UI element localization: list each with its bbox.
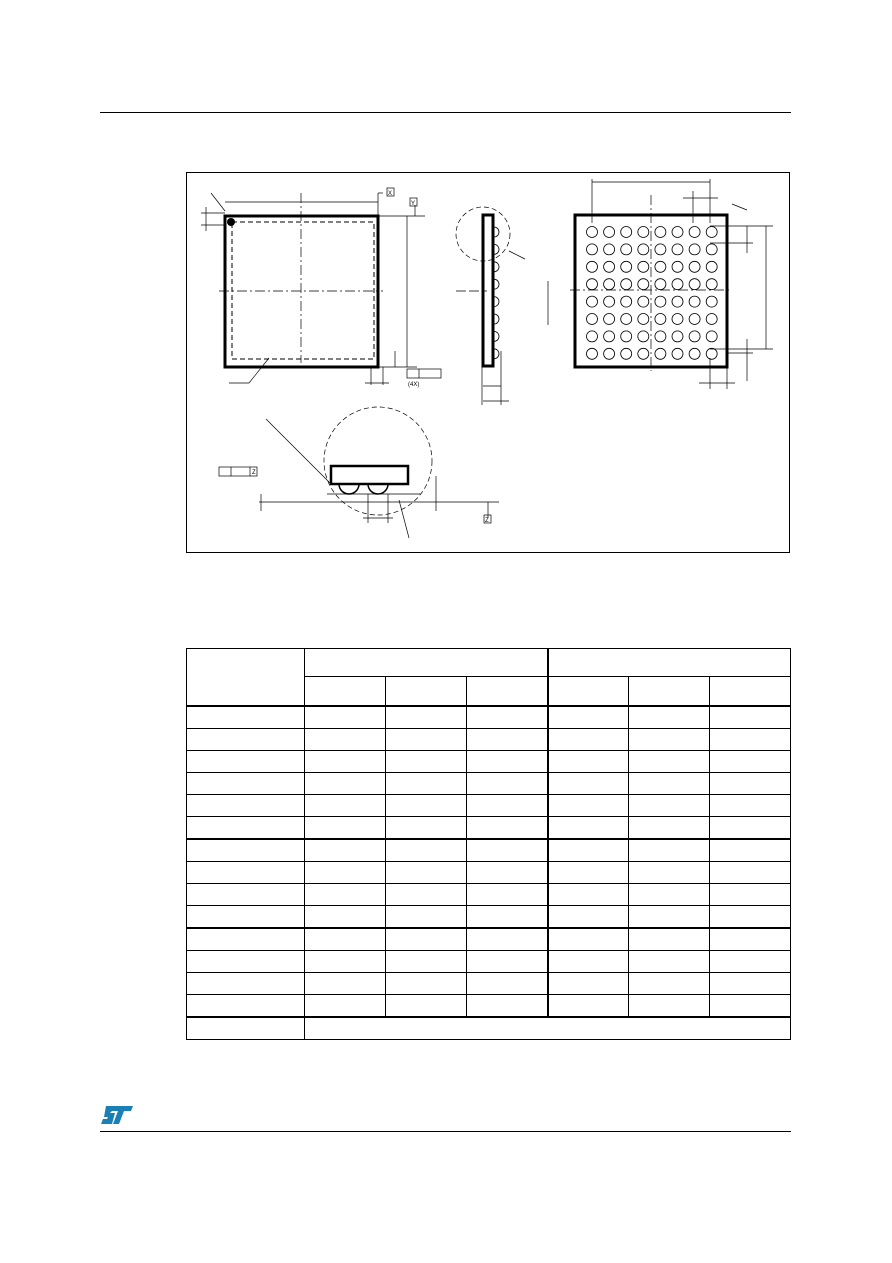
table-value-cell (386, 706, 467, 729)
table-value-cell (305, 973, 386, 995)
table-row (187, 862, 791, 884)
detail-view-circle (324, 407, 432, 515)
table-value-cell (629, 906, 710, 929)
table-value-cell (629, 951, 710, 973)
ball-r7-c3 (621, 331, 632, 342)
table-value-cell (305, 817, 386, 840)
table-value-cell (710, 773, 791, 795)
table-symbol-cell (187, 817, 305, 840)
ball-r5-c3 (621, 296, 632, 307)
table-value-cell (305, 839, 386, 862)
side-ball-7 (494, 331, 499, 341)
ball-r4-c7 (689, 279, 700, 290)
ball-r1-c2 (604, 227, 615, 238)
table-value-cell (710, 795, 791, 817)
table-value-cell (710, 706, 791, 729)
table-symbol-cell (187, 773, 305, 795)
ball-r5-c6 (672, 296, 683, 307)
table-value-cell (386, 839, 467, 862)
table-row (187, 706, 791, 729)
table-value-cell (386, 773, 467, 795)
st-logo (100, 1104, 134, 1126)
ball-r2-c6 (672, 244, 683, 255)
table-value-cell (548, 862, 629, 884)
table-value-cell (710, 862, 791, 884)
ball-r1-c7 (689, 227, 700, 238)
table-symbol-cell (187, 951, 305, 973)
table-value-cell (305, 706, 386, 729)
table-value-cell (386, 795, 467, 817)
ball-r4-c4 (638, 279, 649, 290)
table-value-cell (548, 706, 629, 729)
ball-r6-c3 (621, 314, 632, 325)
ball-r8-c8 (706, 348, 717, 359)
table-symbol-cell (187, 995, 305, 1018)
table-value-cell (710, 906, 791, 929)
ball-r1-c1 (587, 227, 598, 238)
ball-r5-c8 (706, 296, 717, 307)
table-value-cell (386, 884, 467, 906)
table-value-cell (305, 884, 386, 906)
side-ball-8 (494, 349, 499, 359)
ball-r5-c2 (604, 296, 615, 307)
table-value-cell (629, 773, 710, 795)
table-symbol-cell (187, 839, 305, 862)
table-value-cell (629, 706, 710, 729)
table-value-cell (710, 751, 791, 773)
table-symbol-cell (187, 862, 305, 884)
table-note-cell (305, 1017, 791, 1040)
ball-r6-c4 (638, 314, 649, 325)
ball-r3-c1 (587, 261, 598, 272)
table-symbol-cell (187, 751, 305, 773)
ball-r6-c7 (689, 314, 700, 325)
table-value-cell (548, 839, 629, 862)
detail-view-body (331, 466, 408, 484)
table-value-cell (548, 928, 629, 951)
ball-r3-c7 (689, 261, 700, 272)
bottom-view-ball-grid (587, 227, 718, 360)
table-value-cell (710, 951, 791, 973)
table-value-cell (629, 817, 710, 840)
ball-r6-c5 (655, 314, 666, 325)
ball-r1-c5 (655, 227, 666, 238)
table-value-cell (467, 862, 548, 884)
table-value-cell (467, 951, 548, 973)
table-value-cell (467, 906, 548, 929)
table-value-cell (548, 906, 629, 929)
ball-r5-c7 (689, 296, 700, 307)
package-outline-drawing (186, 172, 790, 553)
header-max (467, 677, 548, 707)
table-value-cell (629, 928, 710, 951)
top-view-body (225, 216, 378, 367)
package-drawing-svg (187, 173, 791, 554)
header-max-in (710, 677, 791, 707)
table-value-cell (305, 906, 386, 929)
table-value-cell (548, 884, 629, 906)
table-value-cell (467, 817, 548, 840)
header-min (305, 677, 386, 707)
ball-r3-c4 (638, 261, 649, 272)
table-value-cell (386, 751, 467, 773)
table-value-cell (710, 884, 791, 906)
ball-r2-c4 (638, 244, 649, 255)
table-value-cell (629, 795, 710, 817)
ball-r7-c4 (638, 331, 649, 342)
ball-r2-c2 (604, 244, 615, 255)
table-value-cell (467, 729, 548, 751)
side-ball-3 (494, 262, 499, 272)
ball-r6-c2 (604, 314, 615, 325)
top-view-inner-outline (232, 222, 374, 359)
ball-r7-c1 (587, 331, 598, 342)
ball-r7-c7 (689, 331, 700, 342)
side-view-balls (494, 227, 499, 359)
ball-r2-c8 (706, 244, 717, 255)
table-symbol-cell (187, 795, 305, 817)
table-value-cell (305, 995, 386, 1018)
table-value-cell (710, 729, 791, 751)
table-value-cell (305, 795, 386, 817)
table-value-cell (467, 839, 548, 862)
table-value-cell (629, 884, 710, 906)
table-value-cell (386, 995, 467, 1018)
table-value-cell (467, 995, 548, 1018)
table-value-cell (467, 706, 548, 729)
table-value-cell (548, 995, 629, 1018)
table-value-cell (386, 951, 467, 973)
table-row (187, 839, 791, 862)
ball-r8-c6 (672, 348, 683, 359)
table-value-cell (386, 973, 467, 995)
header-symbol-cell (187, 649, 305, 707)
table-row (187, 795, 791, 817)
header-group-inches (548, 649, 791, 677)
header-typ-in (629, 677, 710, 707)
ball-r3-c3 (621, 261, 632, 272)
footer-rule (100, 1131, 791, 1132)
table-value-cell (629, 729, 710, 751)
table-value-cell (548, 951, 629, 973)
ball-r4-c8 (706, 279, 717, 290)
ball-r3-c6 (672, 261, 683, 272)
table-value-cell (467, 795, 548, 817)
table-value-cell (710, 839, 791, 862)
ball-r2-c3 (621, 244, 632, 255)
ball-r4-c5 (655, 279, 666, 290)
ball-r2-c1 (587, 244, 598, 255)
ball-r8-c7 (689, 348, 700, 359)
table-symbol-cell (187, 1017, 305, 1040)
table-value-cell (710, 928, 791, 951)
table-row (187, 751, 791, 773)
ball-r1-c3 (621, 227, 632, 238)
side-ball-6 (494, 314, 499, 324)
table-value-cell (467, 884, 548, 906)
table-value-cell (629, 995, 710, 1018)
ball-r4-c2 (604, 279, 615, 290)
ball-r8-c3 (621, 348, 632, 359)
side-ball-4 (494, 279, 499, 289)
table-row (187, 729, 791, 751)
table-row (187, 906, 791, 929)
pin-a1-marker (227, 218, 235, 226)
ball-r7-c6 (672, 331, 683, 342)
table-value-cell (548, 751, 629, 773)
ball-r4-c6 (672, 279, 683, 290)
header-group-mm (305, 649, 548, 677)
table-value-cell (386, 729, 467, 751)
table-header-row-1 (187, 649, 791, 677)
ball-r3-c5 (655, 261, 666, 272)
table-row (187, 973, 791, 995)
ball-r8-c1 (587, 348, 598, 359)
table-symbol-cell (187, 729, 305, 751)
table-value-cell (467, 751, 548, 773)
ball-r8-c2 (604, 348, 615, 359)
table-symbol-cell (187, 906, 305, 929)
ball-r5-c1 (587, 296, 598, 307)
table-value-cell (386, 928, 467, 951)
table-value-cell (548, 729, 629, 751)
table-row (187, 773, 791, 795)
table-value-cell (305, 751, 386, 773)
ball-r6-c6 (672, 314, 683, 325)
table-value-cell (710, 973, 791, 995)
ball-r2-c5 (655, 244, 666, 255)
table-symbol-cell (187, 884, 305, 906)
ball-r5-c5 (655, 296, 666, 307)
datum-y-label: Y (411, 201, 416, 207)
table-value-cell (467, 773, 548, 795)
table-row (187, 884, 791, 906)
table-value-cell (710, 995, 791, 1018)
datum-x-label: X (388, 191, 393, 197)
ball-r3-c8 (706, 261, 717, 272)
ball-r1-c8 (706, 227, 717, 238)
ball-r6-c8 (706, 314, 717, 325)
table-value-cell (305, 862, 386, 884)
side-ball-2 (494, 244, 499, 254)
table-value-cell (548, 973, 629, 995)
dimension-table (186, 648, 791, 1040)
header-min-in (548, 677, 629, 707)
table-value-cell (629, 751, 710, 773)
table-value-cell (548, 773, 629, 795)
table-value-cell (386, 906, 467, 929)
table-value-cell (548, 817, 629, 840)
ball-r6-c1 (587, 314, 598, 325)
table-value-cell (629, 839, 710, 862)
table-value-cell (629, 862, 710, 884)
ball-r3-c2 (604, 261, 615, 272)
table-row (187, 928, 791, 951)
table-row (187, 817, 791, 840)
ball-r8-c5 (655, 348, 666, 359)
ball-r7-c5 (655, 331, 666, 342)
table-row (187, 995, 791, 1018)
side-view-body (483, 215, 493, 366)
datum-z-box-label: Z (252, 470, 256, 476)
table-value-cell (467, 928, 548, 951)
side-ball-5 (494, 297, 499, 307)
table-value-cell (629, 973, 710, 995)
table-value-cell (305, 729, 386, 751)
table-row-note (187, 1017, 791, 1040)
ball-r7-c8 (706, 331, 717, 342)
note-4x-label: (4X) (408, 382, 420, 388)
ball-r4-c1 (587, 279, 598, 290)
datum-z-label: Z (485, 518, 489, 524)
side-ball-1 (494, 227, 499, 237)
table-value-cell (386, 862, 467, 884)
ball-r7-c2 (604, 331, 615, 342)
table-value-cell (386, 817, 467, 840)
ball-r1-c4 (638, 227, 649, 238)
table-symbol-cell (187, 706, 305, 729)
ball-r8-c4 (638, 348, 649, 359)
ball-r5-c4 (638, 296, 649, 307)
header-rule (100, 112, 791, 113)
table-value-cell (305, 773, 386, 795)
table-value-cell (305, 951, 386, 973)
table-value-cell (710, 817, 791, 840)
table-row (187, 951, 791, 973)
ball-r4-c3 (621, 279, 632, 290)
table-value-cell (467, 973, 548, 995)
table-value-cell (305, 928, 386, 951)
table-symbol-cell (187, 973, 305, 995)
table-symbol-cell (187, 928, 305, 951)
table-value-cell (548, 795, 629, 817)
ball-r1-c6 (672, 227, 683, 238)
ball-r2-c7 (689, 244, 700, 255)
header-typ (386, 677, 467, 707)
